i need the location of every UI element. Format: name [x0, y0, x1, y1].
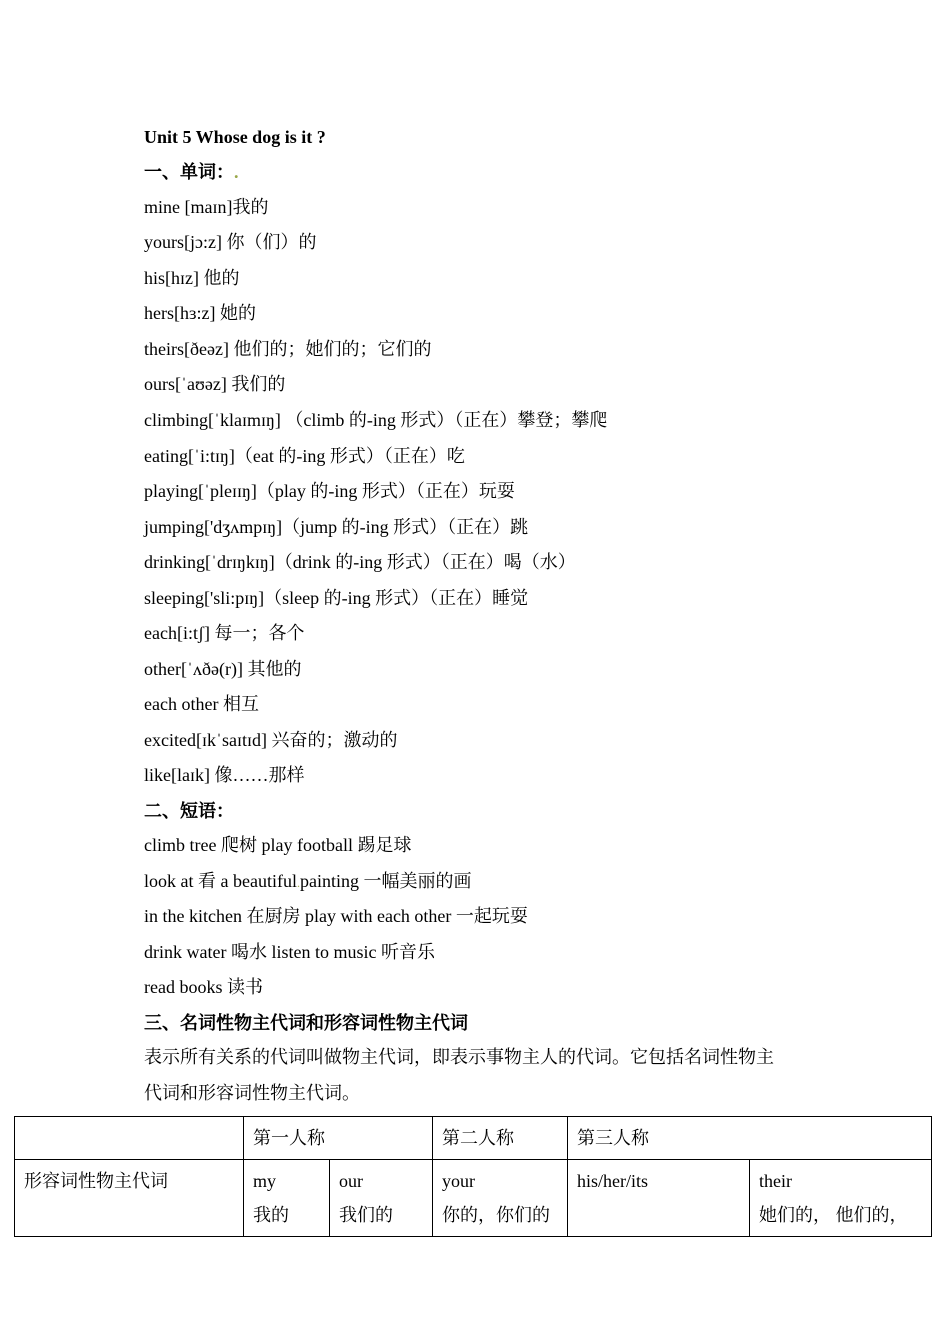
vocab-item: climbing[ˈklaɪmɪŋ] （climb 的-ing 形式）（正在）攀登；攀爬	[144, 410, 608, 430]
vocab-item: excited[ɪkˈsaɪtɪd] 兴奋的；激动的	[144, 730, 398, 750]
unit-title	[144, 126, 326, 148]
unit-title-text: Unit 5 Whose dog is it ?	[144, 127, 326, 147]
vocab-item: hers[hɜ:z] 她的	[144, 303, 257, 323]
table-row	[15, 1160, 932, 1237]
table-cell	[330, 1160, 433, 1237]
cell-zh: 我的	[253, 1205, 289, 1225]
section2-heading: 二、短语：	[144, 801, 234, 821]
cell-en: our	[339, 1171, 363, 1191]
vocab-item: jumping['dʒʌmpɪŋ]（jump 的-ing 形式）（正在）跳	[144, 517, 529, 537]
cell-en: my	[253, 1171, 277, 1191]
cell-en: their	[759, 1171, 792, 1191]
cell-en: his/her/its	[577, 1171, 648, 1191]
vocab-item: sleeping['sli:pɪŋ]（sleep 的-ing 形式）（正在）睡觉	[144, 588, 529, 608]
cell-zh: 她们的， 他们的，	[759, 1205, 908, 1225]
section1-mark: .	[234, 162, 239, 182]
section3-heading: 三、名词性物主代词和形容词性物主代词	[144, 1013, 468, 1033]
vocab-item: each other 相互	[144, 694, 259, 714]
vocab-item: theirs[ðeəz] 他们的；她们的；它们的	[144, 339, 432, 359]
section1-heading-text: 一、单词：	[144, 162, 234, 182]
table-cell	[433, 1160, 568, 1237]
table-cell	[244, 1160, 330, 1237]
vocab-item: like[laɪk] 像……那样	[144, 765, 305, 785]
phrase-mark: .	[296, 876, 300, 890]
table-cell	[750, 1160, 932, 1237]
vocab-item: playing[ˈpleɪɪŋ]（play 的-ing 形式）（正在）玩耍	[144, 481, 515, 501]
table-header-cell: 第一人称	[244, 1117, 433, 1160]
vocab-item: eating[ˈi:tɪŋ]（eat 的-ing 形式）（正在）吃	[144, 446, 465, 466]
phrase-line: read books 读书	[144, 977, 263, 997]
cell-zh: 你的，你们的	[442, 1205, 550, 1225]
section3-paragraph-line: 表示所有关系的代词叫做物主代词，即表示事物主人的代词。它包括名词性物主	[144, 1047, 774, 1067]
vocab-item: mine [maɪn]我的	[144, 197, 269, 217]
vocab-item: yours[jɔ:z] 你（们）的	[144, 232, 317, 252]
vocab-item: other[ˈʌðə(r)] 其他的	[144, 659, 302, 679]
phrase-text: painting 一幅美丽的画	[299, 871, 472, 891]
table-header-row	[15, 1117, 932, 1160]
cell-en: your	[442, 1171, 475, 1191]
pronoun-table	[14, 1116, 932, 1237]
vocab-item: ours[ˈaʊəz] 我们的	[144, 374, 286, 394]
section3-paragraph-line: 代词和形容词性物主代词。	[144, 1083, 360, 1103]
section1-heading	[144, 161, 239, 183]
table-header-cell: 第三人称	[568, 1117, 932, 1160]
cell-zh: 我们的	[339, 1205, 393, 1225]
table-row-label: 形容词性物主代词	[15, 1160, 244, 1237]
table-header-cell: 第二人称	[433, 1117, 568, 1160]
phrase-line: in the kitchen 在厨房 play with each other 一起玩耍	[144, 906, 528, 926]
phrase-line: drink water 喝水 listen to music 听音乐	[144, 942, 435, 962]
phrase-text: look at 看 a beautiful	[144, 871, 297, 891]
vocab-item: his[hɪz] 他的	[144, 268, 240, 288]
phrase-line	[144, 870, 471, 894]
table-cell	[568, 1160, 750, 1237]
table-header-cell	[15, 1117, 244, 1160]
phrase-line: climb tree 爬树 play football 踢足球	[144, 835, 412, 855]
vocab-item: each[i:tʃ] 每一；各个	[144, 623, 305, 643]
vocab-item: drinking[ˈdrɪŋkɪŋ]（drink 的-ing 形式）（正在）喝（水）	[144, 552, 576, 572]
